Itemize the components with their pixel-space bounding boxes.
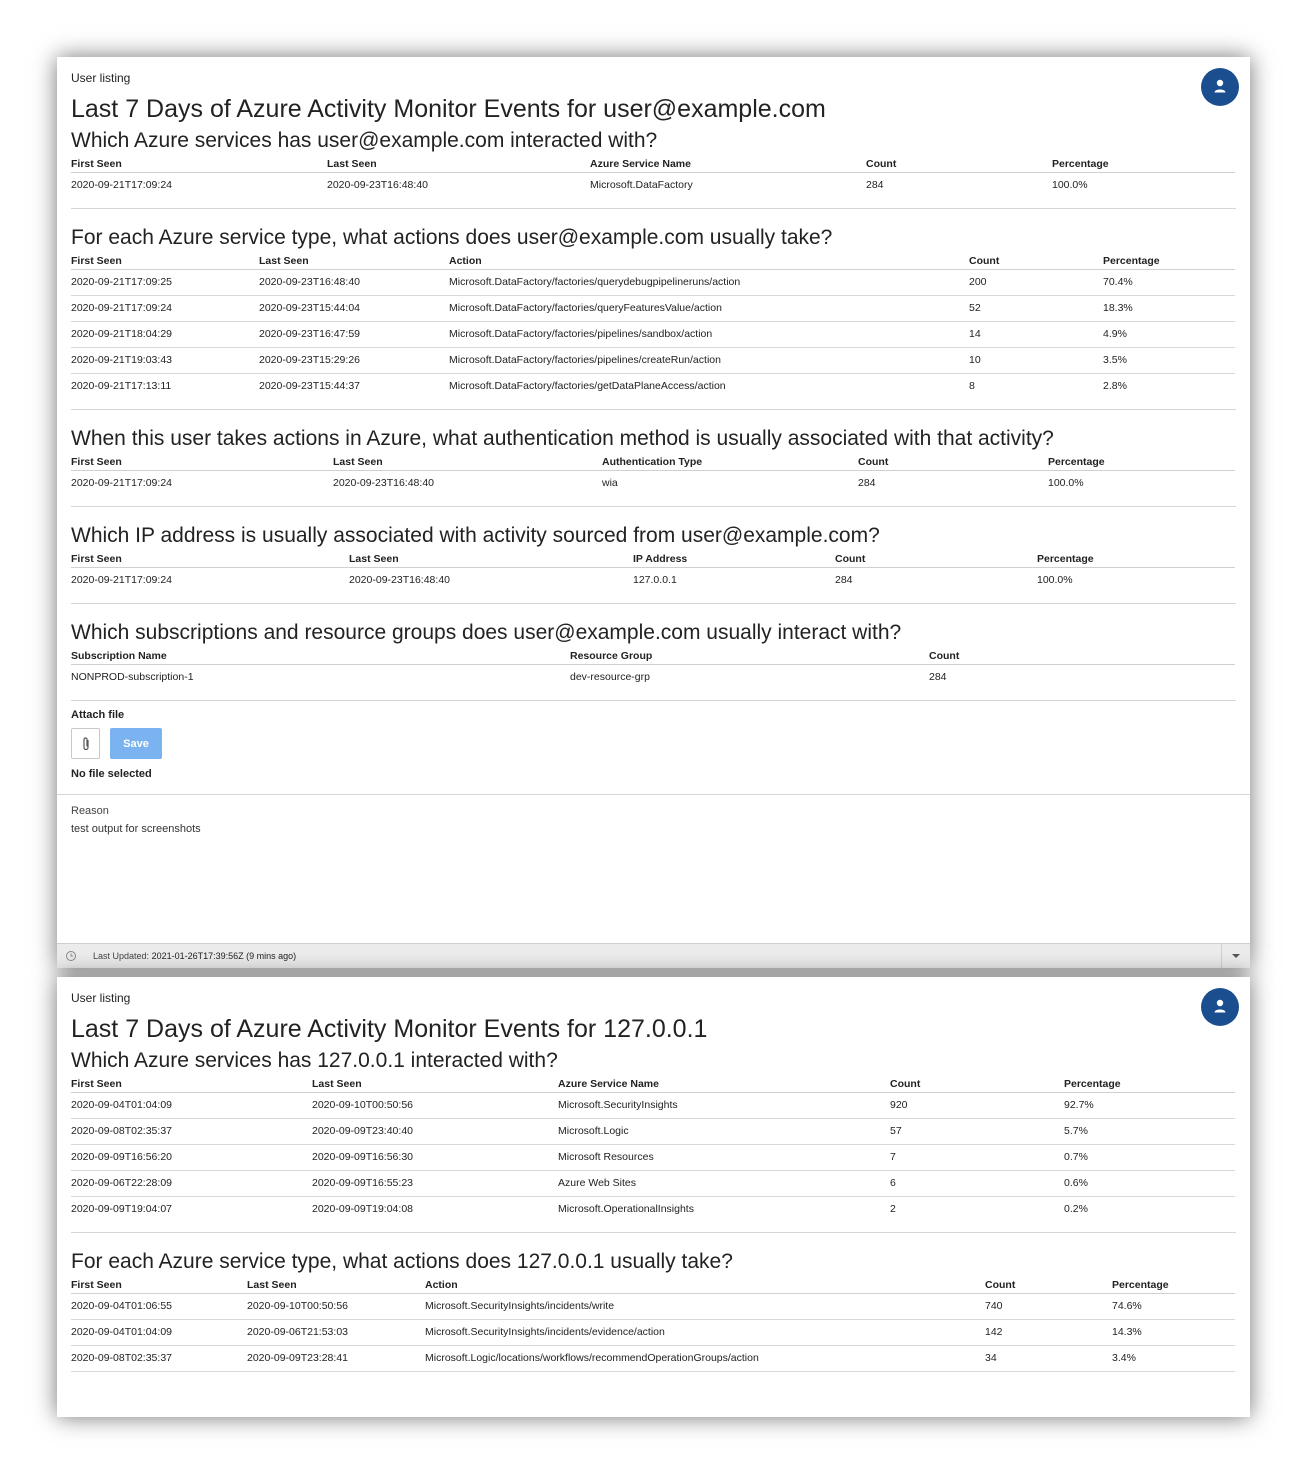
ip-section <box>71 521 1236 604</box>
file-status: No file selected <box>71 768 152 780</box>
table-cell: 70.4% <box>1103 270 1235 296</box>
attach-file-button[interactable] <box>71 728 100 759</box>
table-cell: 142 <box>985 1320 1112 1346</box>
table-row <box>71 1197 1235 1223</box>
column-header: Last Seen <box>259 253 449 270</box>
save-button[interactable]: Save <box>110 728 162 759</box>
user-listing-card-2 <box>57 977 1250 1417</box>
card-type-label: User listing <box>71 991 131 1005</box>
table-cell: 2020-09-04T01:04:09 <box>71 1093 312 1119</box>
table-cell: 100.0% <box>1037 574 1073 586</box>
services-section <box>71 126 1236 209</box>
column-header: Subscription Name <box>71 648 570 665</box>
table-cell: 6 <box>890 1171 1064 1197</box>
column-header: First Seen <box>71 551 349 568</box>
section-question: Which Azure services has 127.0.0.1 interacted with? <box>71 1049 558 1072</box>
reason-section <box>57 794 1250 857</box>
person-icon <box>1212 998 1228 1016</box>
table-cell: 284 <box>929 671 947 683</box>
user-avatar[interactable] <box>1201 68 1239 106</box>
table-cell: 74.6% <box>1112 1294 1235 1320</box>
column-header: Last Seen <box>349 551 633 568</box>
column-header: Count <box>858 454 1048 471</box>
reason-label: Reason <box>71 805 109 817</box>
table-cell: 2020-09-09T19:04:07 <box>71 1203 172 1215</box>
actions-section <box>71 1247 1236 1372</box>
page-title: Last 7 Days of Azure Activity Monitor Events for 127.0.0.1 <box>71 1015 708 1043</box>
table-cell: 4.9% <box>1103 322 1235 348</box>
table-cell: 2020-09-23T16:47:59 <box>259 322 449 348</box>
actions-section <box>71 223 1236 410</box>
table-cell: 18.3% <box>1103 296 1235 322</box>
table-cell: 2020-09-23T16:48:40 <box>327 179 428 191</box>
table-cell: Microsoft.DataFactory/factories/pipelines/createRun/action <box>449 348 969 374</box>
section-question: Which Azure services has user@example.com interacted with? <box>71 129 658 152</box>
table-cell: 2020-09-21T17:09:25 <box>71 270 259 296</box>
auth-table <box>71 454 1235 496</box>
table-cell: Microsoft.SecurityInsights <box>558 1093 890 1119</box>
table-row <box>71 374 1235 400</box>
table-row <box>71 270 1235 296</box>
column-header: Azure Service Name <box>590 156 866 173</box>
actions-table <box>71 1277 1235 1372</box>
table-cell: Microsoft.SecurityInsights/incidents/evidence/action <box>425 1320 985 1346</box>
table-cell: 2.8% <box>1103 380 1127 392</box>
column-header: Last Seen <box>327 156 590 173</box>
table-cell: dev-resource-grp <box>570 671 650 683</box>
table-cell: 2020-09-23T15:29:26 <box>259 348 449 374</box>
table-cell: Microsoft.Logic/locations/workflows/recommendOperationGroups/action <box>425 1346 985 1372</box>
table-cell: 2020-09-21T17:09:24 <box>71 477 172 489</box>
section-question: For each Azure service type, what actions does user@example.com usually take? <box>71 226 833 249</box>
column-header: Count <box>985 1277 1112 1294</box>
column-header: Count <box>969 253 1103 270</box>
table-cell: 127.0.0.1 <box>633 574 677 586</box>
ip-table <box>71 551 1235 593</box>
column-header: Resource Group <box>570 648 929 665</box>
column-header: Count <box>835 551 1037 568</box>
column-header: First Seen <box>71 454 333 471</box>
table-row <box>71 568 1235 594</box>
table-cell: 10 <box>969 348 1103 374</box>
table-cell: 34 <box>985 1346 1112 1372</box>
table-cell: 2020-09-21T18:04:29 <box>71 322 259 348</box>
user-avatar[interactable] <box>1201 988 1239 1026</box>
table-row <box>71 173 1235 199</box>
table-cell: 52 <box>969 296 1103 322</box>
table-cell: Microsoft.DataFactory/factories/querydebugpipelineruns/action <box>449 270 969 296</box>
table-cell: 100.0% <box>1048 477 1084 489</box>
services-section <box>71 1046 1236 1233</box>
column-header: Authentication Type <box>602 454 858 471</box>
table-cell: Microsoft Resources <box>558 1145 890 1171</box>
paperclip-icon <box>81 736 91 752</box>
table-cell: 2020-09-21T19:03:43 <box>71 348 259 374</box>
card-type-label: User listing <box>71 71 131 85</box>
table-row <box>71 471 1235 497</box>
column-header: First Seen <box>71 253 259 270</box>
table-cell: 2020-09-08T02:35:37 <box>71 1119 312 1145</box>
column-header: IP Address <box>633 551 835 568</box>
column-header: Last Seen <box>312 1076 558 1093</box>
table-cell: 14 <box>969 322 1103 348</box>
services-table <box>71 156 1235 198</box>
table-row <box>71 1119 1235 1145</box>
subscriptions-section <box>71 618 1236 701</box>
section-question: When this user takes actions in Azure, what authentication method is usually associated with that activity? <box>71 427 1054 450</box>
table-cell: 0.2% <box>1064 1203 1088 1215</box>
last-updated-label: Last Updated: <box>93 951 150 961</box>
table-cell: 100.0% <box>1052 179 1088 191</box>
table-row <box>71 1093 1235 1119</box>
column-header: Percentage <box>1037 551 1235 568</box>
table-cell: Microsoft.OperationalInsights <box>558 1203 694 1215</box>
reason-value: test output for screenshots <box>71 823 201 835</box>
attach-section <box>71 709 1236 782</box>
table-cell: 2020-09-08T02:35:37 <box>71 1346 247 1372</box>
table-cell: Microsoft.DataFactory/factories/queryFeaturesValue/action <box>449 296 969 322</box>
table-cell: 2020-09-09T23:28:41 <box>247 1346 425 1372</box>
table-cell: 2020-09-10T00:50:56 <box>247 1294 425 1320</box>
column-header: Last Seen <box>333 454 602 471</box>
table-cell: 200 <box>969 270 1103 296</box>
column-header: First Seen <box>71 1277 247 1294</box>
subscriptions-table <box>71 648 1235 690</box>
column-header: Count <box>929 648 1235 665</box>
section-question: Which IP address is usually associated with activity sourced from user@example.com? <box>71 524 880 547</box>
table-cell: 2020-09-09T23:40:40 <box>312 1119 558 1145</box>
table-cell: 2020-09-04T01:04:09 <box>71 1320 247 1346</box>
auth-section <box>71 424 1236 507</box>
services-table <box>71 1076 1235 1222</box>
table-cell: 2020-09-21T17:09:24 <box>71 296 259 322</box>
table-cell: 8 <box>969 380 975 392</box>
table-cell: Microsoft.DataFactory/factories/getDataPlaneAccess/action <box>449 380 726 392</box>
table-cell: 2020-09-06T22:28:09 <box>71 1171 312 1197</box>
column-header: Action <box>449 253 969 270</box>
table-cell: 2020-09-21T17:09:24 <box>71 574 172 586</box>
attach-file-label: Attach file <box>71 709 125 721</box>
table-cell: 920 <box>890 1093 1064 1119</box>
table-cell: 3.5% <box>1103 348 1235 374</box>
table-cell: 2020-09-09T16:55:23 <box>312 1171 558 1197</box>
table-cell: 5.7% <box>1064 1119 1235 1145</box>
person-icon <box>1212 78 1228 96</box>
table-cell: 2020-09-09T16:56:30 <box>312 1145 558 1171</box>
actions-table <box>71 253 1235 399</box>
table-cell: 2020-09-04T01:06:55 <box>71 1294 247 1320</box>
table-cell: wia <box>602 477 618 489</box>
table-cell: 2020-09-09T19:04:08 <box>312 1203 413 1215</box>
table-cell: 3.4% <box>1112 1346 1235 1372</box>
column-header: Azure Service Name <box>558 1076 890 1093</box>
table-cell: 2020-09-23T16:48:40 <box>349 574 450 586</box>
column-header: Percentage <box>1112 1277 1235 1294</box>
section-question: For each Azure service type, what actions does 127.0.0.1 usually take? <box>71 1250 733 1273</box>
column-header: Percentage <box>1064 1076 1235 1093</box>
table-cell: 2020-09-21T17:09:24 <box>71 179 172 191</box>
table-row <box>71 296 1235 322</box>
column-header: Count <box>866 156 1052 173</box>
table-cell: 2020-09-09T16:56:20 <box>71 1145 312 1171</box>
table-cell: 2020-09-23T16:48:40 <box>333 477 434 489</box>
column-header: Last Seen <box>247 1277 425 1294</box>
table-row <box>71 665 1235 691</box>
column-header: Percentage <box>1103 253 1235 270</box>
table-cell: 2020-09-10T00:50:56 <box>312 1093 558 1119</box>
table-cell: 7 <box>890 1145 1064 1171</box>
table-cell: 2020-09-23T16:48:40 <box>259 270 449 296</box>
column-header: First Seen <box>71 156 327 173</box>
last-updated <box>93 944 296 968</box>
column-header: Count <box>890 1076 1064 1093</box>
user-listing-card-1 <box>57 57 1250 968</box>
table-cell: 284 <box>835 574 853 586</box>
table-cell: 0.6% <box>1064 1171 1235 1197</box>
table-cell: 57 <box>890 1119 1064 1145</box>
history-icon <box>65 950 77 962</box>
table-cell: NONPROD-subscription-1 <box>71 671 194 683</box>
table-cell: Microsoft.SecurityInsights/incidents/write <box>425 1294 985 1320</box>
table-cell: 740 <box>985 1294 1112 1320</box>
table-row <box>71 1320 1235 1346</box>
expand-dropdown[interactable] <box>1221 944 1250 968</box>
table-cell: 284 <box>866 179 884 191</box>
table-cell: Azure Web Sites <box>558 1171 890 1197</box>
table-cell: 2 <box>890 1203 896 1215</box>
table-row <box>71 348 1235 374</box>
section-question: Which subscriptions and resource groups does user@example.com usually interact with? <box>71 621 902 644</box>
page-title: Last 7 Days of Azure Activity Monitor Events for user@example.com <box>71 95 826 123</box>
table-cell: 2020-09-06T21:53:03 <box>247 1320 425 1346</box>
table-row <box>71 1145 1235 1171</box>
last-updated-value: 2021-01-26T17:39:56Z (9 mins ago) <box>151 951 297 961</box>
table-cell: 2020-09-23T15:44:37 <box>259 380 360 392</box>
table-cell: 2020-09-21T17:13:11 <box>71 380 172 392</box>
table-cell: Microsoft.DataFactory <box>590 179 693 191</box>
table-row <box>71 322 1235 348</box>
table-row <box>71 1171 1235 1197</box>
table-cell: 92.7% <box>1064 1093 1235 1119</box>
table-cell: Microsoft.Logic <box>558 1119 890 1145</box>
table-row <box>71 1346 1235 1372</box>
table-cell: 284 <box>858 477 876 489</box>
column-header: First Seen <box>71 1076 312 1093</box>
table-cell: 14.3% <box>1112 1320 1235 1346</box>
column-header: Action <box>425 1277 985 1294</box>
table-row <box>71 1294 1235 1320</box>
table-cell: 0.7% <box>1064 1145 1235 1171</box>
table-cell: 2020-09-23T15:44:04 <box>259 296 449 322</box>
column-header: Percentage <box>1052 156 1235 173</box>
table-cell: Microsoft.DataFactory/factories/pipelines/sandbox/action <box>449 322 969 348</box>
column-header: Percentage <box>1048 454 1235 471</box>
card-footer <box>57 943 1250 968</box>
